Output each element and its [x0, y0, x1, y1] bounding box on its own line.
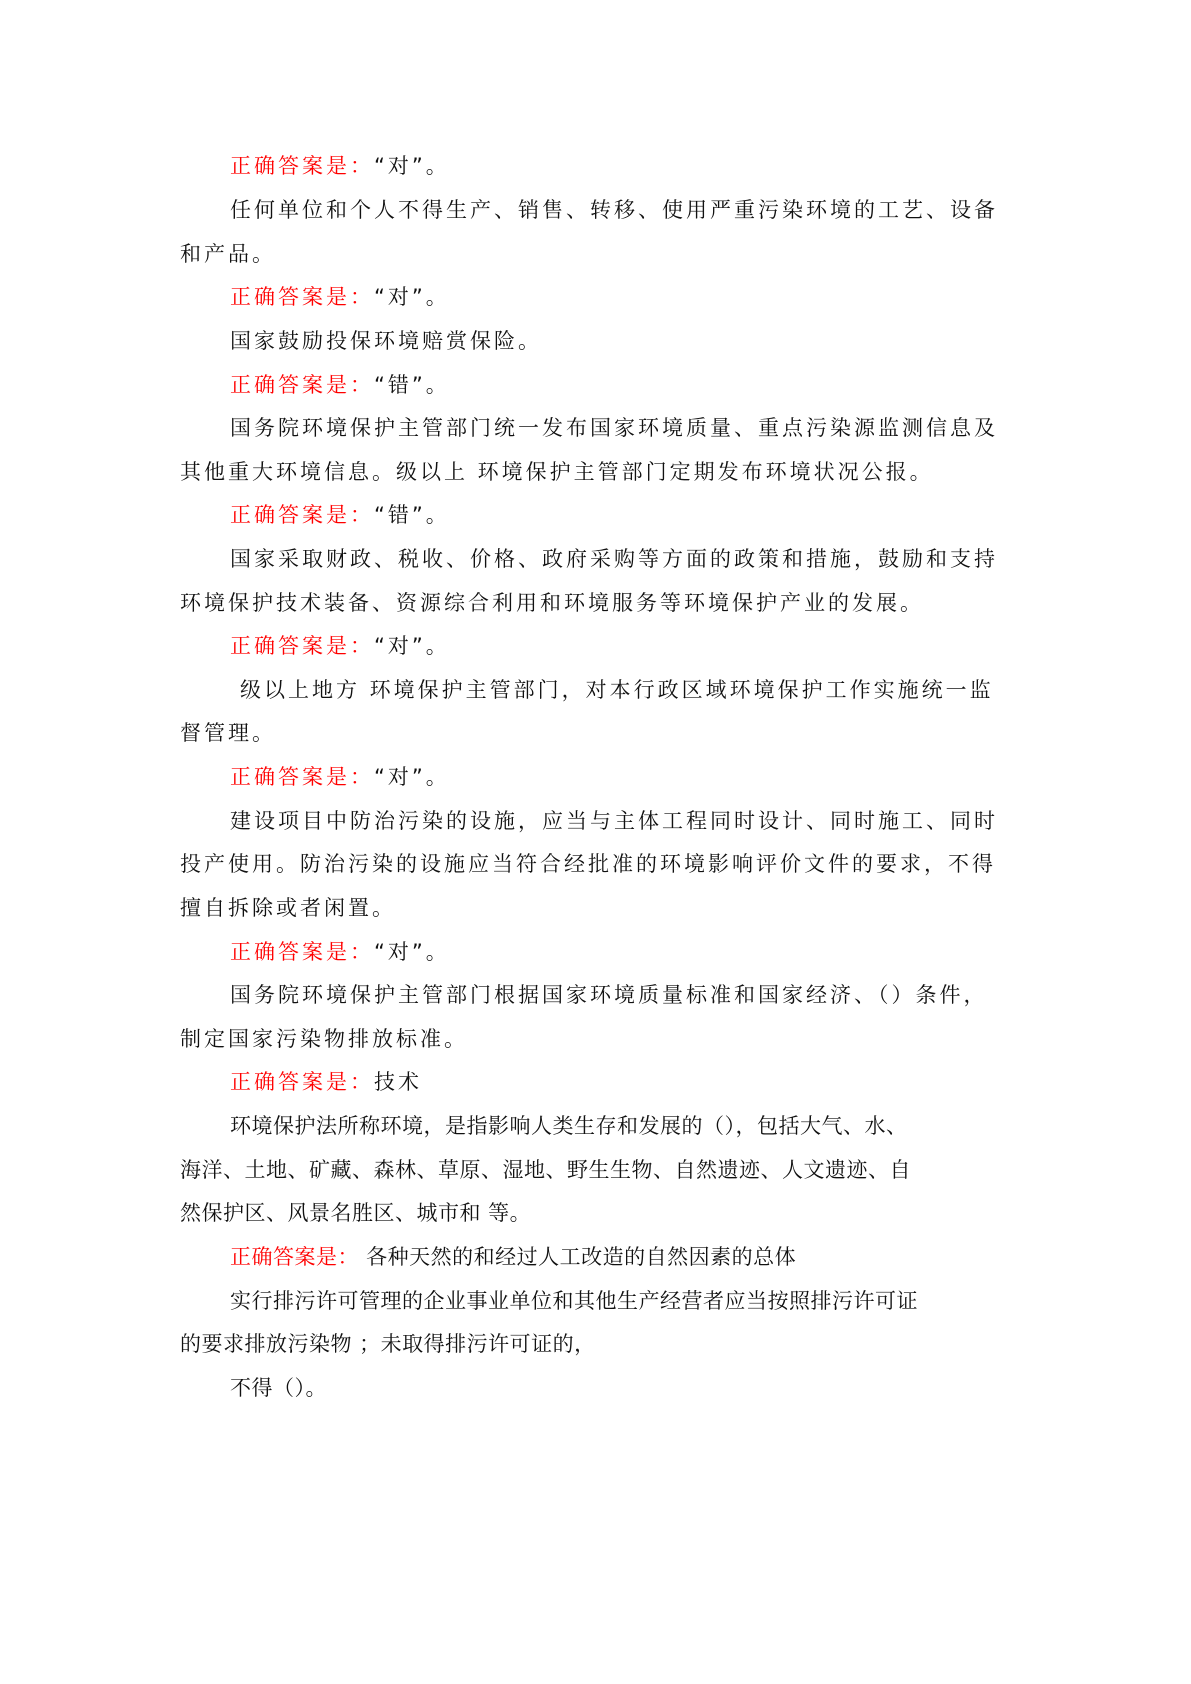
answer-line — [230, 1067, 422, 1097]
question-line: 海洋、土地、矿藏、森林、草原、湿地、野生生物、自然遗迹、人文遗迹、自 — [180, 1158, 911, 1182]
question-line: 督管理。 — [180, 721, 276, 745]
question-line: 不得（）。 — [230, 1376, 327, 1400]
answer-label: 正确答案是： — [230, 765, 374, 789]
question-line: 和产品。 — [180, 242, 276, 266]
question-line: 任何单位和个人不得生产、销售、转移、使用严重污染环境的工艺、设备 — [230, 198, 998, 222]
question-line: 国务院环境保护主管部门统一发布国家环境质量、重点污染源监测信息及 — [230, 416, 998, 440]
question-line: 环境保护技术装备、资源综合利用和环境服务等环境保护产业的发展。 — [180, 591, 924, 615]
answer-line — [230, 151, 450, 181]
question-line: 然保护区、风景名胜区、城市和 等。 — [180, 1201, 532, 1225]
question-line: 建设项目中防治污染的设施，应当与主体工程同时设计、同时施工、同时 — [230, 809, 998, 833]
answer-line — [230, 1242, 796, 1272]
answer-value: “对”。 — [374, 154, 450, 178]
answer-label: 正确答案是： — [230, 154, 374, 178]
question-line: 国家采取财政、税收、价格、政府采购等方面的政策和措施，鼓励和支持 — [230, 547, 998, 571]
question-line: 国务院环境保护主管部门根据国家环境质量标准和国家经济、（）条件， — [230, 983, 988, 1007]
answer-line — [230, 282, 450, 312]
question-line: 制定国家污染物排放标准。 — [180, 1027, 468, 1051]
question-line: 的要求排放污染物 ；未取得排污许可证的， — [180, 1332, 596, 1356]
question-line: 其他重大环境信息。级以上 环境保护主管部门定期发布环境状况公报。 — [180, 460, 934, 484]
answer-value: “对”。 — [374, 285, 450, 309]
answer-line — [230, 500, 450, 530]
answer-value: “对”。 — [374, 940, 450, 964]
question-line: 级以上地方 环境保护主管部门，对本行政区域环境保护工作实施统一监 — [240, 678, 994, 702]
question-line: 国家鼓励投保环境赔赏保险。 — [230, 329, 542, 353]
answer-label: 正确答案是： — [230, 940, 374, 964]
answer-line — [230, 631, 450, 661]
answer-value: “对”。 — [374, 634, 450, 658]
answer-value: “错”。 — [374, 373, 450, 397]
answer-value: 技术 — [374, 1070, 422, 1094]
answer-label: 正确答案是： — [230, 1070, 374, 1094]
question-line: 擅自拆除或者闲置。 — [180, 896, 396, 920]
question-line: 实行排污许可管理的企业事业单位和其他生产经营者应当按照排污许可证 — [230, 1289, 918, 1313]
answer-label: 正确答案是： — [230, 503, 374, 527]
answer-line — [230, 937, 450, 967]
question-line: 环境保护法所称环境，是指影响人类生存和发展的（），包括大气、水、 — [230, 1114, 908, 1138]
answer-value: 各种天然的和经过人工改造的自然因素的总体 — [359, 1245, 797, 1269]
answer-label: 正确答案是： — [230, 634, 374, 658]
answer-value: “错”。 — [374, 503, 450, 527]
question-line: 投产使用。防治污染的设施应当符合经批准的环境影响评价文件的要求，不得 — [180, 852, 996, 876]
answer-line — [230, 370, 450, 400]
answer-label: 正确答案是： — [230, 1245, 359, 1269]
answer-label: 正确答案是： — [230, 285, 374, 309]
answer-label: 正确答案是： — [230, 373, 374, 397]
answer-value: “对”。 — [374, 765, 450, 789]
answer-line — [230, 762, 450, 792]
